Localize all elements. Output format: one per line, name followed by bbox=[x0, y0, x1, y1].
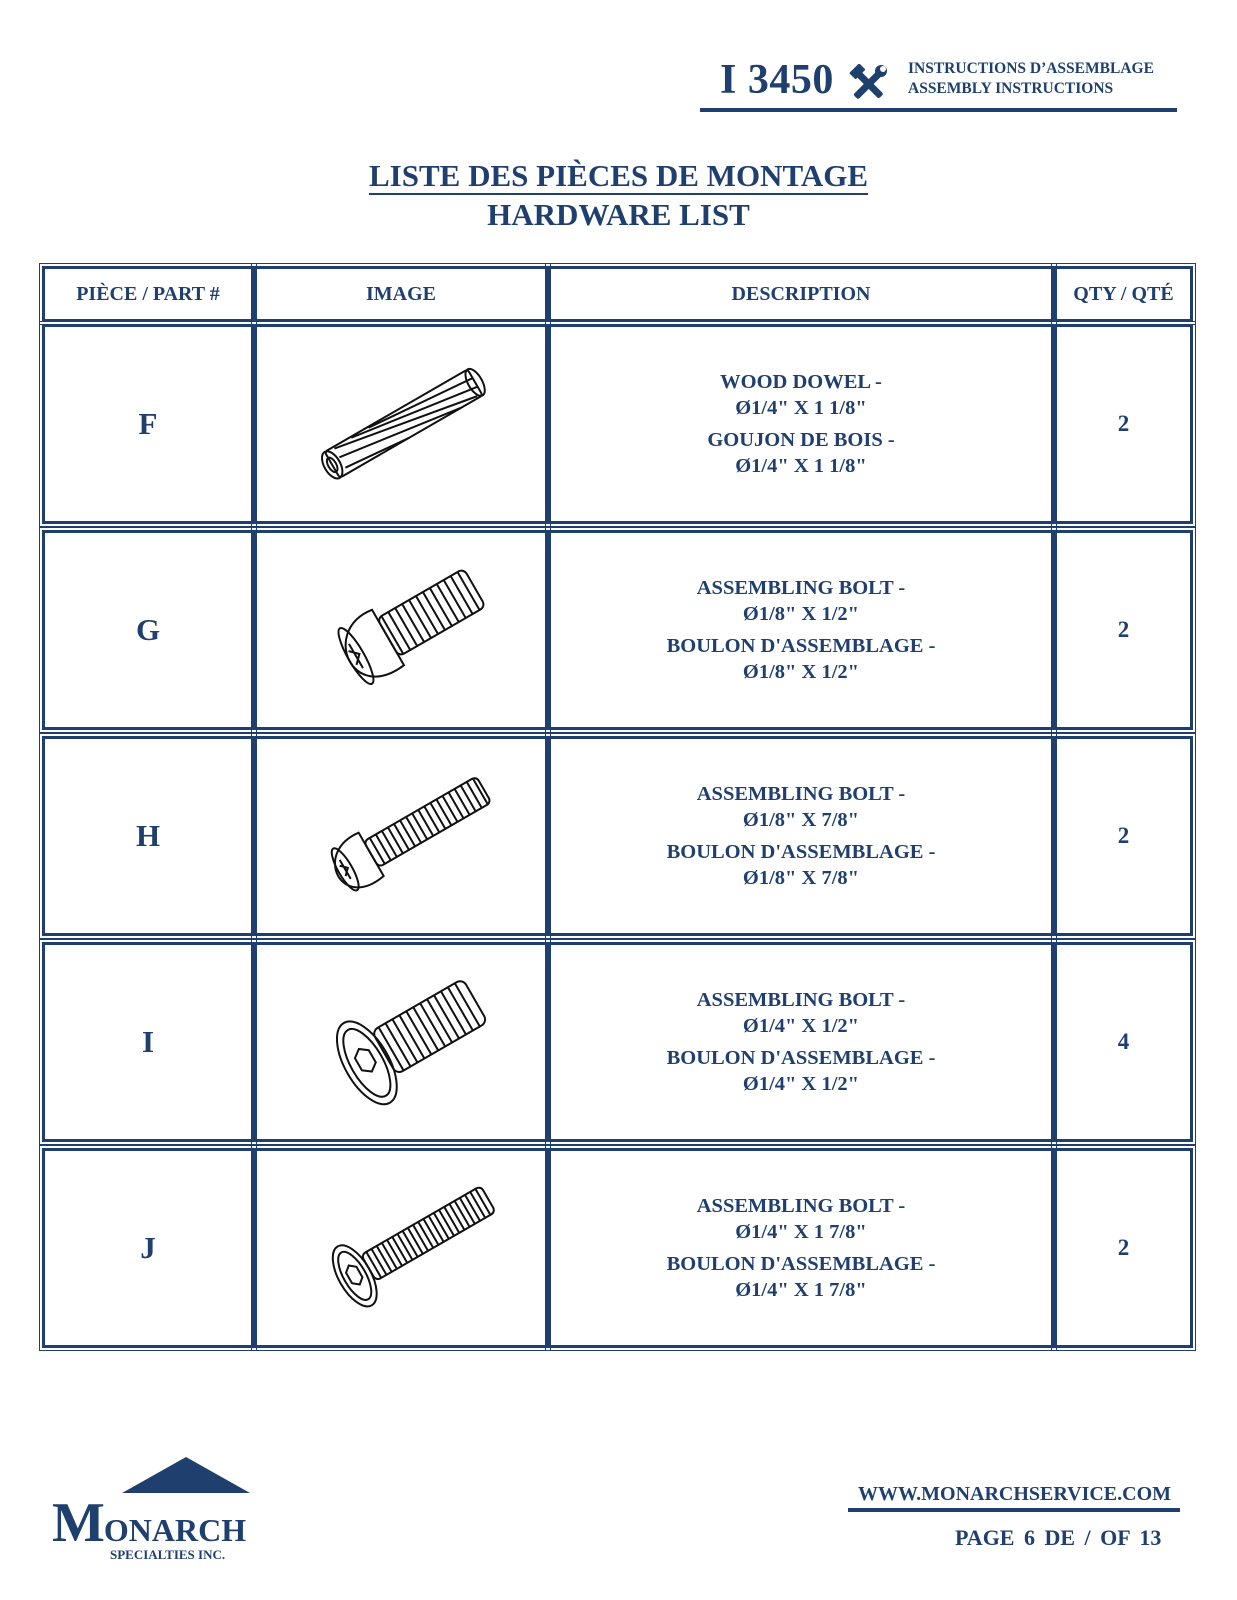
desc-fr-line2: Ø1/4" X 1/2" bbox=[742, 1073, 860, 1095]
logo-subtitle: SPECIALTIES INC. bbox=[110, 1547, 226, 1562]
monarch-logo bbox=[52, 1455, 252, 1565]
title-en: HARDWARE LIST bbox=[487, 197, 750, 232]
image-cell bbox=[254, 530, 548, 730]
description-cell bbox=[548, 736, 1054, 936]
title-fr bbox=[0, 158, 1237, 194]
part-letter: F bbox=[42, 324, 254, 524]
quantity: 2 bbox=[1054, 324, 1193, 524]
desc-fr-line2: Ø1/8" X 7/8" bbox=[742, 867, 860, 889]
header-line-fr: INSTRUCTIONS D’ASSEMBLAGE bbox=[908, 60, 1154, 77]
quantity: 2 bbox=[1054, 736, 1193, 936]
description-cell bbox=[548, 324, 1054, 524]
header-rule bbox=[700, 108, 1177, 112]
round-head-bolt-long-icon bbox=[291, 756, 511, 916]
header-image: IMAGE bbox=[254, 266, 548, 322]
image-cell bbox=[254, 736, 548, 936]
table-row bbox=[42, 942, 1193, 1142]
wood-dowel-icon bbox=[291, 344, 511, 504]
desc-en-line1: WOOD DOWEL - bbox=[720, 371, 882, 393]
header-line-en: ASSEMBLY INSTRUCTIONS bbox=[908, 80, 1114, 97]
desc-fr-line1: BOULON D'ASSEMBLAGE - bbox=[666, 1253, 936, 1275]
page-number: PAGE 6 DE / OF 13 bbox=[955, 1525, 1162, 1550]
model-number: I 3450 bbox=[720, 57, 834, 103]
desc-fr-line1: BOULON D'ASSEMBLAGE - bbox=[666, 1047, 936, 1069]
header-description: DESCRIPTION bbox=[548, 266, 1054, 322]
desc-fr-line2: Ø1/4" X 1 1/8" bbox=[735, 455, 867, 477]
description-cell bbox=[548, 942, 1054, 1142]
image-cell bbox=[254, 1148, 548, 1348]
part-letter: G bbox=[42, 530, 254, 730]
desc-en-line2: Ø1/4" X 1 1/8" bbox=[735, 397, 867, 419]
part-letter: I bbox=[42, 942, 254, 1142]
desc-fr-line2: Ø1/8" X 1/2" bbox=[742, 661, 860, 683]
header-qty: QTY / QTÉ bbox=[1054, 266, 1193, 322]
part-letter: H bbox=[42, 736, 254, 936]
quantity: 2 bbox=[1054, 530, 1193, 730]
desc-en-line2: Ø1/4" X 1 7/8" bbox=[735, 1221, 867, 1243]
tools-icon bbox=[848, 64, 888, 104]
hex-socket-bolt-icon bbox=[291, 962, 511, 1122]
quantity: 4 bbox=[1054, 942, 1193, 1142]
website-link[interactable]: WWW.MONARCHSERVICE.COM bbox=[858, 1483, 1172, 1505]
desc-en-line2: Ø1/8" X 1/2" bbox=[742, 603, 860, 625]
table-row bbox=[42, 324, 1193, 524]
logo-initial: M bbox=[52, 1492, 104, 1554]
desc-fr-line1: BOULON D'ASSEMBLAGE - bbox=[666, 635, 936, 657]
description-cell bbox=[548, 530, 1054, 730]
title-fr-text: LISTE DES PIÈCES DE MONTAGE bbox=[369, 158, 868, 193]
table-row bbox=[42, 530, 1193, 730]
description-cell bbox=[548, 1148, 1054, 1348]
document-header bbox=[700, 52, 1180, 112]
website-rule bbox=[848, 1508, 1180, 1512]
desc-en-line2: Ø1/4" X 1/2" bbox=[742, 1015, 860, 1037]
desc-fr-line2: Ø1/4" X 1 7/8" bbox=[735, 1279, 867, 1301]
desc-fr-line1: BOULON D'ASSEMBLAGE - bbox=[666, 841, 936, 863]
desc-en-line1: ASSEMBLING BOLT - bbox=[696, 1195, 906, 1217]
desc-en-line1: ASSEMBLING BOLT - bbox=[696, 989, 906, 1011]
table-header-row bbox=[42, 266, 1193, 322]
round-head-bolt-icon bbox=[291, 550, 511, 710]
header-part: PIÈCE / PART # bbox=[42, 266, 254, 322]
desc-en-line1: ASSEMBLING BOLT - bbox=[696, 783, 906, 805]
desc-en-line2: Ø1/8" X 7/8" bbox=[742, 809, 860, 831]
roof-icon bbox=[122, 1455, 250, 1495]
table-row bbox=[42, 736, 1193, 936]
table-row bbox=[42, 1148, 1193, 1348]
desc-en-line1: ASSEMBLING BOLT - bbox=[696, 577, 906, 599]
desc-fr-line1: GOUJON DE BOIS - bbox=[707, 429, 895, 451]
part-letter: J bbox=[42, 1148, 254, 1348]
logo-rest: ONARCH bbox=[103, 1512, 247, 1548]
hex-socket-bolt-long-icon bbox=[291, 1168, 511, 1328]
image-cell bbox=[254, 324, 548, 524]
image-cell bbox=[254, 942, 548, 1142]
quantity: 2 bbox=[1054, 1148, 1193, 1348]
